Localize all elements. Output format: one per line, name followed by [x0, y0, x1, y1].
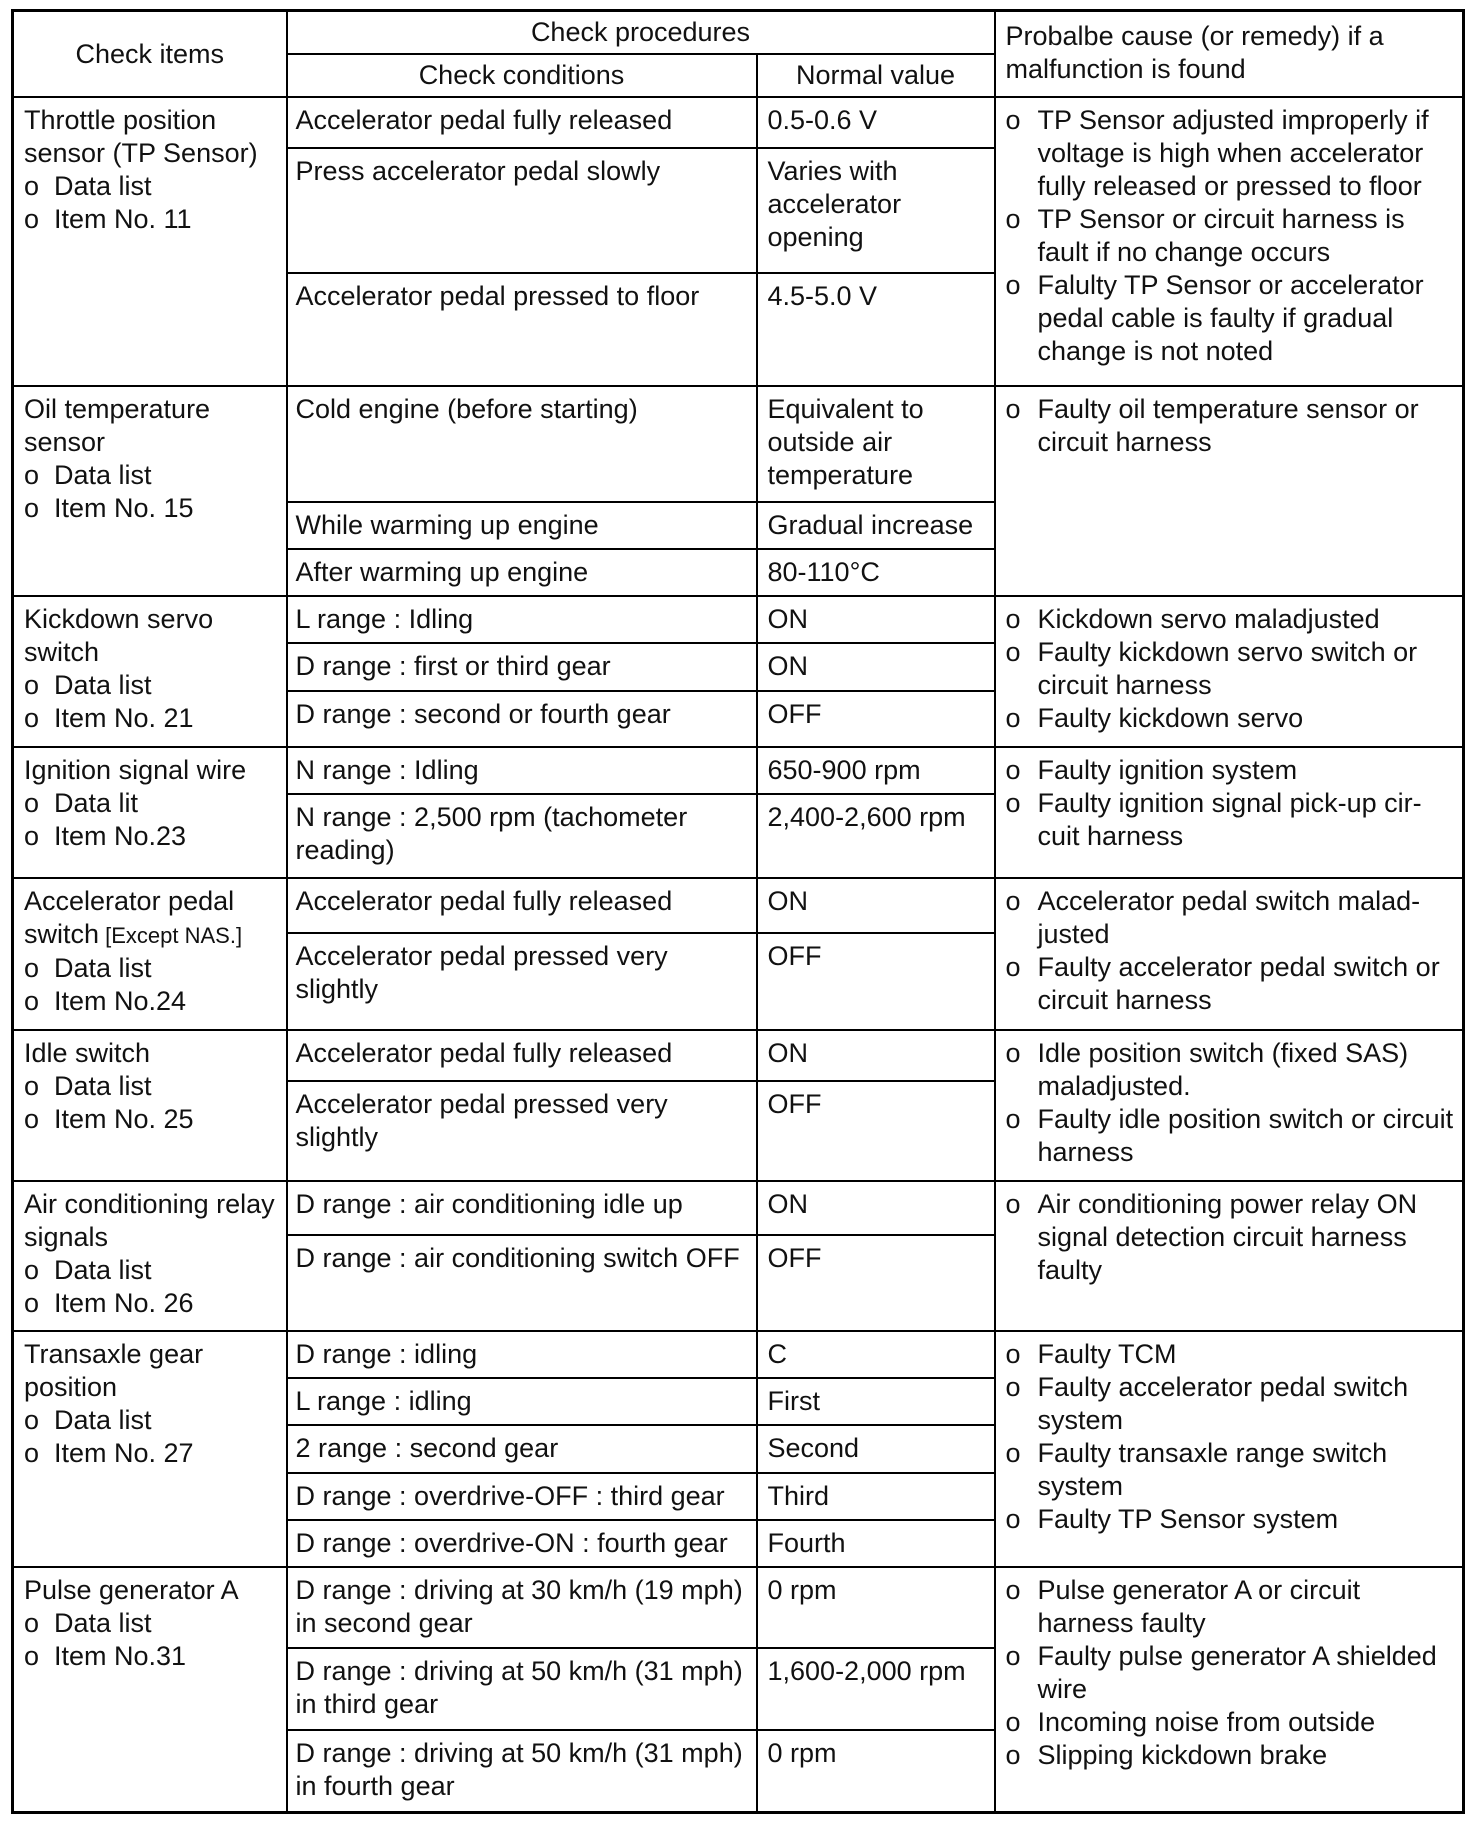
header-check-conditions: Check conditions	[287, 54, 757, 97]
check-condition: D range : overdrive-OFF : third gear	[287, 1473, 757, 1520]
cause-item	[1006, 1037, 1455, 1103]
probable-cause-cell	[995, 97, 1464, 386]
normal-value: 0 rpm	[757, 1730, 995, 1812]
table-body	[13, 97, 1464, 1813]
check-item-cell	[13, 386, 287, 596]
check-item-name: Idle switch	[24, 1037, 151, 1068]
cause-text: Idle position switch (fixed SAS) maladjusted.	[1037, 1037, 1409, 1101]
check-item-sub	[24, 1103, 278, 1136]
bullet-icon: o	[24, 204, 40, 234]
cause-text: Faulty ignition signal pick-up cir-cuit harness	[1037, 788, 1422, 852]
bullet-icon: o	[1005, 1504, 1021, 1535]
normal-value: 650-900 rpm	[757, 747, 995, 794]
cause-item	[1006, 203, 1455, 269]
check-item-cell	[13, 1567, 287, 1813]
cause-text: Faulty pulse generator A shielded wire	[1037, 1640, 1437, 1704]
cause-item	[1006, 1503, 1455, 1536]
cause-item	[1006, 603, 1455, 636]
cause-list	[1006, 885, 1455, 1017]
table-row	[13, 386, 1464, 502]
check-condition: D range : air conditioning switch OFF	[287, 1235, 757, 1332]
bullet-icon: o	[1005, 1739, 1021, 1770]
bullet-icon: o	[1005, 885, 1021, 916]
cause-item	[1006, 1640, 1455, 1706]
check-item-sub	[24, 170, 278, 203]
check-condition: Accelerator pedal fully released	[287, 97, 757, 148]
check-item-sub-text: Item No. 15	[54, 492, 194, 523]
normal-value: Gradual increase	[757, 502, 995, 549]
check-item-sub	[24, 669, 278, 702]
bullet-icon: o	[24, 788, 40, 819]
bullet-icon: o	[1005, 951, 1021, 982]
bullet-icon: o	[1005, 604, 1021, 635]
check-item-sub	[24, 459, 278, 492]
cause-text: Faulty transaxle range switch system	[1037, 1438, 1388, 1502]
normal-value: ON	[757, 643, 995, 690]
check-item-sub-text: Data list	[54, 171, 152, 201]
cause-item	[1006, 1103, 1455, 1169]
normal-value: ON	[757, 596, 995, 643]
check-condition: D range : first or third gear	[287, 643, 757, 690]
probable-cause-cell	[995, 596, 1464, 747]
bullet-icon: o	[1005, 1339, 1021, 1370]
normal-value: OFF	[757, 1235, 995, 1332]
bullet-icon: o	[24, 703, 40, 734]
cause-text: Incoming noise from outside	[1037, 1706, 1376, 1737]
bullet-icon: o	[24, 1254, 40, 1285]
check-item-sub	[24, 492, 278, 525]
check-item-name: Ignition signal wire	[24, 755, 247, 786]
check-item-note: [Except NAS.]	[99, 922, 243, 948]
bullet-icon: o	[24, 1070, 40, 1101]
cause-text: Faulty ignition system	[1037, 755, 1298, 786]
cause-item	[1006, 787, 1455, 853]
check-condition: D range : second or fourth gear	[287, 691, 757, 748]
bullet-icon: o	[24, 1640, 40, 1671]
cause-list	[1006, 1574, 1455, 1772]
check-item-sub-text: Data list	[54, 1607, 152, 1638]
cause-item	[1006, 1574, 1455, 1640]
cause-text: Slipping kickdown brake	[1037, 1739, 1328, 1770]
check-item-sub	[24, 203, 278, 236]
bullet-icon: o	[1005, 637, 1021, 668]
check-condition: D range : driving at 50 km/h (31 mph) in third gear	[287, 1648, 757, 1730]
check-item-sub-text: Data list	[54, 952, 152, 983]
cause-list	[1006, 754, 1455, 853]
check-item-sub	[24, 787, 278, 820]
table-row	[13, 878, 1464, 933]
probable-cause-cell	[995, 1181, 1464, 1332]
check-item-sub-text: Item No.31	[54, 1640, 187, 1671]
check-table	[11, 9, 1465, 1814]
check-item-sub	[24, 1070, 278, 1103]
check-condition: Press accelerator pedal slowly	[287, 148, 757, 273]
check-condition: N range : Idling	[287, 747, 757, 794]
bullet-icon: o	[1005, 1103, 1021, 1134]
cause-list	[1006, 104, 1455, 368]
check-condition: L range : idling	[287, 1378, 757, 1425]
bullet-icon: o	[24, 821, 40, 852]
bullet-icon: o	[24, 1405, 40, 1436]
normal-value: C	[757, 1331, 995, 1378]
bullet-icon: o	[24, 1103, 40, 1134]
cause-list	[1006, 393, 1455, 459]
cause-text: Faulty oil temperature sensor or circuit harness	[1037, 393, 1419, 457]
check-item-sub	[24, 1404, 278, 1437]
table-row	[13, 596, 1464, 643]
table-row	[13, 1331, 1464, 1378]
check-condition: 2 range : second gear	[287, 1425, 757, 1472]
normal-value: Third	[757, 1473, 995, 1520]
bullet-icon: o	[1005, 1188, 1021, 1219]
cause-text: Faulty accelerator pedal switch system	[1037, 1372, 1409, 1436]
check-item-cell	[13, 1331, 287, 1567]
header-normal-value: Normal value	[757, 54, 995, 97]
check-condition: While warming up engine	[287, 502, 757, 549]
cause-text: Faulty TP Sensor system	[1037, 1504, 1339, 1535]
check-condition: Accelerator pedal fully released	[287, 1030, 757, 1081]
check-item-sub-text: Item No. 25	[54, 1103, 194, 1134]
bullet-icon: o	[24, 171, 40, 201]
bullet-icon: o	[24, 985, 40, 1016]
check-item-sub-text: Item No. 27	[54, 1438, 194, 1469]
cause-text: Faulty idle position switch or circuit harness	[1037, 1103, 1454, 1167]
table-row	[13, 1567, 1464, 1649]
normal-value: 4.5-5.0 V	[757, 273, 995, 386]
bullet-icon: o	[24, 1287, 40, 1318]
probable-cause-cell	[995, 1567, 1464, 1813]
check-item-sub	[24, 1254, 278, 1287]
check-item-name: Oil temperature sensor	[24, 393, 211, 457]
normal-value: 0 rpm	[757, 1567, 995, 1649]
check-condition: Cold engine (before starting)	[287, 386, 757, 502]
normal-value: 0.5-0.6 V	[757, 97, 995, 148]
bullet-icon: o	[24, 1607, 40, 1638]
check-item-sub-text: Item No. 21	[54, 703, 194, 734]
cause-text: Accelerator pedal switch malad-justed	[1037, 885, 1421, 949]
check-item-sub	[24, 985, 278, 1018]
check-item-name: Transaxle gear position	[24, 1339, 204, 1403]
check-item-name: Pulse generator A	[24, 1574, 239, 1605]
check-item-name: Kickdown servo switch	[24, 604, 214, 668]
check-item-cell	[13, 596, 287, 747]
bullet-icon: o	[1005, 788, 1021, 819]
probable-cause-cell	[995, 1331, 1464, 1567]
check-item-name: Air conditioning relay signals	[24, 1188, 275, 1252]
check-item-sub-text: Item No. 26	[54, 1287, 194, 1318]
bullet-icon: o	[1005, 703, 1021, 734]
bullet-icon: o	[1005, 1438, 1021, 1469]
bullet-icon: o	[1005, 105, 1021, 135]
cause-text: Pulse generator A or circuit harness faulty	[1037, 1574, 1361, 1638]
cause-item	[1006, 1706, 1455, 1739]
bullet-icon: o	[24, 459, 40, 490]
check-item-sub	[24, 952, 278, 985]
check-item-sub-text: Data list	[54, 1405, 152, 1436]
normal-value: 1,600-2,000 rpm	[757, 1648, 995, 1730]
check-item-cell	[13, 747, 287, 878]
check-item-sub	[24, 1640, 278, 1673]
cause-list	[1006, 1037, 1455, 1169]
bullet-icon: o	[1005, 1037, 1021, 1068]
cause-item	[1006, 1338, 1455, 1371]
normal-value: OFF	[757, 691, 995, 748]
check-item-cell	[13, 1030, 287, 1181]
check-item-sub	[24, 1437, 278, 1470]
bullet-icon: o	[1005, 1640, 1021, 1671]
cause-text: Faulty kickdown servo	[1037, 703, 1304, 734]
bullet-icon: o	[1005, 1706, 1021, 1737]
check-item-sub	[24, 1287, 278, 1320]
normal-value: OFF	[757, 933, 995, 1030]
normal-value: Fourth	[757, 1520, 995, 1567]
cause-item	[1006, 1739, 1455, 1772]
cause-item	[1006, 754, 1455, 787]
check-condition: N range : 2,500 rpm (tachometer reading)	[287, 794, 757, 878]
normal-value: 2,400-2,600 rpm	[757, 794, 995, 878]
check-item-name: Accelerator pedal switch [Except NAS.]	[24, 885, 243, 949]
check-condition: D range : driving at 30 km/h (19 mph) in second gear	[287, 1567, 757, 1649]
cause-list	[1006, 603, 1455, 735]
bullet-icon: o	[1005, 204, 1021, 234]
cause-item	[1006, 885, 1455, 951]
bullet-icon: o	[1005, 1372, 1021, 1403]
normal-value: 80-110°C	[757, 549, 995, 596]
header-probable-cause: Probalbe cause (or remedy) if a malfunction is found	[995, 11, 1464, 98]
normal-value: First	[757, 1378, 995, 1425]
check-item-cell	[13, 97, 287, 386]
normal-value: ON	[757, 878, 995, 933]
cause-text: Falulty TP Sensor or accelerator pedal cable is faulty if gradual change is not noted	[1037, 270, 1424, 366]
header-check-procedures: Check procedures	[287, 11, 995, 55]
normal-value: ON	[757, 1181, 995, 1235]
check-item-sub-text: Data lit	[54, 788, 139, 819]
check-item-sub-text: Data list	[54, 1254, 152, 1285]
cause-item	[1006, 269, 1455, 368]
probable-cause-cell	[995, 1030, 1464, 1181]
check-condition: Accelerator pedal pressed to floor	[287, 273, 757, 386]
bullet-icon: o	[1005, 270, 1021, 300]
check-item-cell	[13, 878, 287, 1030]
normal-value: Second	[757, 1425, 995, 1472]
check-item-sub	[24, 820, 278, 853]
bullet-icon: o	[24, 492, 40, 523]
normal-value: Varies with accelerator opening	[757, 148, 995, 273]
check-condition: Accelerator pedal pressed very slightly	[287, 1081, 757, 1181]
check-item-sub-text: Data list	[54, 1070, 152, 1101]
cause-item	[1006, 951, 1455, 1017]
check-item-sub-text: Item No.24	[54, 985, 187, 1016]
bullet-icon: o	[24, 670, 40, 701]
cause-text: Air conditioning power relay ON signal detection circuit harness faulty	[1037, 1188, 1418, 1285]
table-row	[13, 747, 1464, 794]
check-item-sub	[24, 702, 278, 735]
check-item-sub-text: Item No.23	[54, 821, 187, 852]
cause-list	[1006, 1338, 1455, 1536]
check-item-sub	[24, 1607, 278, 1640]
check-item-sub-text: Data list	[54, 670, 152, 701]
bullet-icon: o	[1005, 755, 1021, 786]
normal-value: ON	[757, 1030, 995, 1081]
check-condition: D range : driving at 50 km/h (31 mph) in fourth gear	[287, 1730, 757, 1812]
check-item-sub-text: Data list	[54, 459, 152, 490]
probable-cause-cell	[995, 878, 1464, 1030]
table-row	[13, 97, 1464, 148]
cause-text: Faulty accelerator pedal switch or circuit harness	[1037, 951, 1440, 1015]
check-condition: D range : overdrive-ON : fourth gear	[287, 1520, 757, 1567]
cause-item	[1006, 393, 1455, 459]
check-condition: After warming up engine	[287, 549, 757, 596]
table-row	[13, 1030, 1464, 1081]
cause-item	[1006, 636, 1455, 702]
cause-list	[1006, 1188, 1455, 1287]
cause-item	[1006, 104, 1455, 203]
check-item-sub-text: Item No. 11	[54, 204, 192, 234]
probable-cause-cell	[995, 386, 1464, 596]
cause-item	[1006, 1188, 1455, 1287]
cause-item	[1006, 1371, 1455, 1437]
cause-item	[1006, 702, 1455, 735]
check-condition: Accelerator pedal fully released	[287, 878, 757, 933]
bullet-icon: o	[1005, 393, 1021, 424]
cause-text: Faulty TCM	[1037, 1339, 1177, 1370]
table-row	[13, 1181, 1464, 1235]
cause-item	[1006, 1437, 1455, 1503]
cause-text: TP Sensor adjusted improperly if voltage is high when accelerator fully released or pressed to floor	[1037, 105, 1429, 201]
header-check-items: Check items	[13, 11, 287, 98]
check-item-cell	[13, 1181, 287, 1332]
check-table-sheet	[11, 9, 1462, 1814]
bullet-icon: o	[1005, 1574, 1021, 1605]
bullet-icon: o	[24, 952, 40, 983]
normal-value: Equivalent to outside air temperature	[757, 386, 995, 502]
check-condition: L range : Idling	[287, 596, 757, 643]
cause-text: TP Sensor or circuit harness is fault if no change occurs	[1037, 204, 1405, 267]
check-condition: Accelerator pedal pressed very slightly	[287, 933, 757, 1030]
check-item-name: Throttle position sensor (TP Sensor)	[24, 105, 258, 168]
cause-text: Kickdown servo maladjusted	[1037, 604, 1380, 635]
normal-value: OFF	[757, 1081, 995, 1181]
probable-cause-cell	[995, 747, 1464, 878]
check-condition: D range : idling	[287, 1331, 757, 1378]
bullet-icon: o	[24, 1438, 40, 1469]
cause-text: Faulty kickdown servo switch or circuit harness	[1037, 637, 1418, 701]
check-condition: D range : air conditioning idle up	[287, 1181, 757, 1235]
